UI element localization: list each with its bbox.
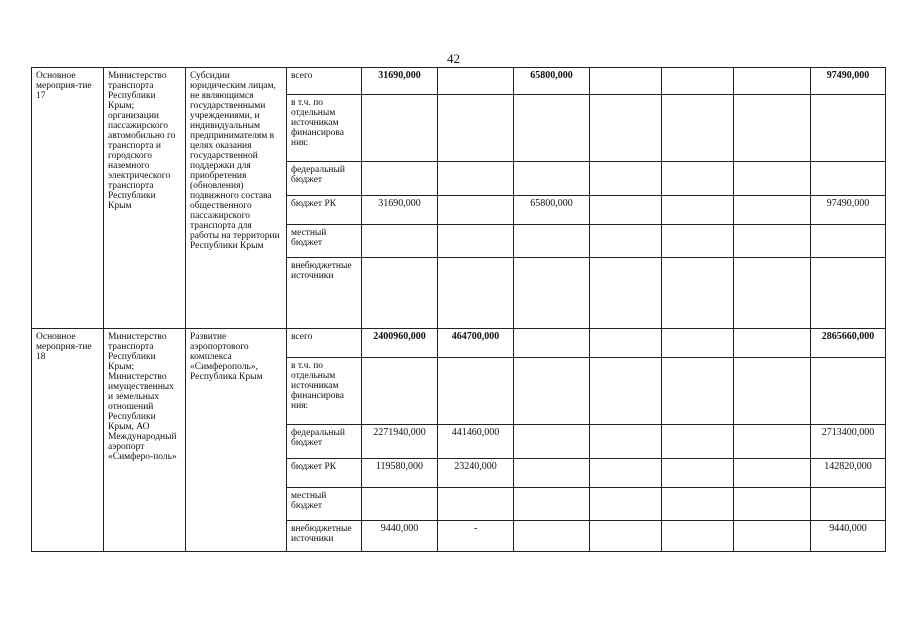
- amount-cell: [590, 95, 662, 162]
- budget-table: [31, 67, 886, 552]
- amount-cell: [734, 95, 811, 162]
- amount-cell: [514, 358, 590, 425]
- source-label-cell: федеральный бюджет: [287, 162, 362, 196]
- amount-cell: [590, 459, 662, 488]
- amount-cell: [662, 225, 734, 258]
- activity-cell: Основное мероприя-тие 17: [32, 68, 104, 329]
- amount-cell: [734, 329, 811, 358]
- amount-cell: [811, 95, 886, 162]
- amount-cell: [734, 68, 811, 95]
- amount-cell: [662, 488, 734, 521]
- source-label-cell: в т.ч. по отдельным источникам финансирова ния:: [287, 358, 362, 425]
- amount-cell: 119580,000: [362, 459, 438, 488]
- amount-cell: [590, 329, 662, 358]
- amount-cell: 441460,000: [438, 425, 514, 459]
- amount-cell: [514, 459, 590, 488]
- amount-cell: [438, 225, 514, 258]
- amount-cell: [662, 196, 734, 225]
- executor-cell: Министерство транспорта Республики Крым; организации пассажирского автомобильно го транспорта и городского наземного электрического транспорта Республики Крым: [104, 68, 186, 329]
- amount-cell: [438, 162, 514, 196]
- amount-cell: [734, 521, 811, 552]
- amount-cell: 97490,000: [811, 68, 886, 95]
- amount-cell: [590, 162, 662, 196]
- amount-cell: [590, 258, 662, 329]
- amount-cell: [362, 258, 438, 329]
- amount-cell: [590, 196, 662, 225]
- amount-cell: [362, 358, 438, 425]
- source-label-cell: всего: [287, 329, 362, 358]
- executor-cell: Министерство транспорта Республики Крым; Министерство имущественных и земельных отношений Республики Крым, АО Международный аэропорт «Симферо-поль»: [104, 329, 186, 552]
- amount-cell: 9440,000: [362, 521, 438, 552]
- amount-cell: [662, 329, 734, 358]
- amount-cell: [811, 358, 886, 425]
- amount-cell: [438, 68, 514, 95]
- amount-cell: [590, 358, 662, 425]
- table-row: [32, 68, 886, 95]
- amount-cell: 2865660,000: [811, 329, 886, 358]
- amount-cell: [438, 196, 514, 225]
- amount-cell: [514, 521, 590, 552]
- amount-cell: [514, 162, 590, 196]
- source-label-cell: бюджет РК: [287, 196, 362, 225]
- amount-cell: 9440,000: [811, 521, 886, 552]
- amount-cell: [514, 425, 590, 459]
- description-cell: Развитие аэропортового комплекса «Симферополь», Республика Крым: [186, 329, 287, 552]
- amount-cell: [734, 358, 811, 425]
- amount-cell: [662, 425, 734, 459]
- amount-cell: [590, 68, 662, 95]
- amount-cell: [811, 488, 886, 521]
- amount-cell: [514, 225, 590, 258]
- amount-cell: [362, 488, 438, 521]
- source-label-cell: внебюджетные источники: [287, 521, 362, 552]
- amount-cell: 65800,000: [514, 68, 590, 95]
- amount-cell: [811, 225, 886, 258]
- amount-cell: [734, 258, 811, 329]
- amount-cell: [362, 162, 438, 196]
- amount-cell: [438, 358, 514, 425]
- amount-cell: 2271940,000: [362, 425, 438, 459]
- amount-cell: 97490,000: [811, 196, 886, 225]
- amount-cell: -: [438, 521, 514, 552]
- amount-cell: [514, 329, 590, 358]
- amount-cell: [662, 459, 734, 488]
- amount-cell: [662, 258, 734, 329]
- source-label-cell: федеральный бюджет: [287, 425, 362, 459]
- activity-cell: Основное мероприя-тие 18: [32, 329, 104, 552]
- amount-cell: [362, 95, 438, 162]
- amount-cell: 2400960,000: [362, 329, 438, 358]
- amount-cell: [734, 196, 811, 225]
- amount-cell: [734, 225, 811, 258]
- amount-cell: [514, 258, 590, 329]
- source-label-cell: всего: [287, 68, 362, 95]
- table-row: [32, 329, 886, 358]
- amount-cell: [662, 95, 734, 162]
- amount-cell: [590, 521, 662, 552]
- amount-cell: [811, 258, 886, 329]
- page-number: 42: [447, 51, 460, 66]
- amount-cell: 31690,000: [362, 68, 438, 95]
- source-label-cell: внебюджетные источники: [287, 258, 362, 329]
- amount-cell: [734, 459, 811, 488]
- amount-cell: [662, 162, 734, 196]
- source-label-cell: местный бюджет: [287, 225, 362, 258]
- amount-cell: 2713400,000: [811, 425, 886, 459]
- amount-cell: 31690,000: [362, 196, 438, 225]
- amount-cell: [734, 488, 811, 521]
- amount-cell: [811, 162, 886, 196]
- amount-cell: [590, 425, 662, 459]
- amount-cell: [662, 358, 734, 425]
- amount-cell: [438, 488, 514, 521]
- source-label-cell: бюджет РК: [287, 459, 362, 488]
- amount-cell: 65800,000: [514, 196, 590, 225]
- budget-table-body: [32, 68, 886, 552]
- amount-cell: [590, 225, 662, 258]
- description-cell: Субсидии юридическим лицам, не являющимся государственными учреждениями, и индивидуальным предпринимателям в целях оказания государственной поддержки для приобретения (обновления) подвижного состава общественного пассажирского транспорта для работы на территории Республики Крым: [186, 68, 287, 329]
- amount-cell: 142820,000: [811, 459, 886, 488]
- source-label-cell: местный бюджет: [287, 488, 362, 521]
- source-label-cell: в т.ч. по отдельным источникам финансирова ния:: [287, 95, 362, 162]
- amount-cell: [438, 258, 514, 329]
- amount-cell: [362, 225, 438, 258]
- amount-cell: 464700,000: [438, 329, 514, 358]
- amount-cell: [662, 521, 734, 552]
- amount-cell: [734, 425, 811, 459]
- amount-cell: [662, 68, 734, 95]
- amount-cell: [734, 162, 811, 196]
- amount-cell: 23240,000: [438, 459, 514, 488]
- amount-cell: [438, 95, 514, 162]
- amount-cell: [514, 95, 590, 162]
- amount-cell: [514, 488, 590, 521]
- amount-cell: [590, 488, 662, 521]
